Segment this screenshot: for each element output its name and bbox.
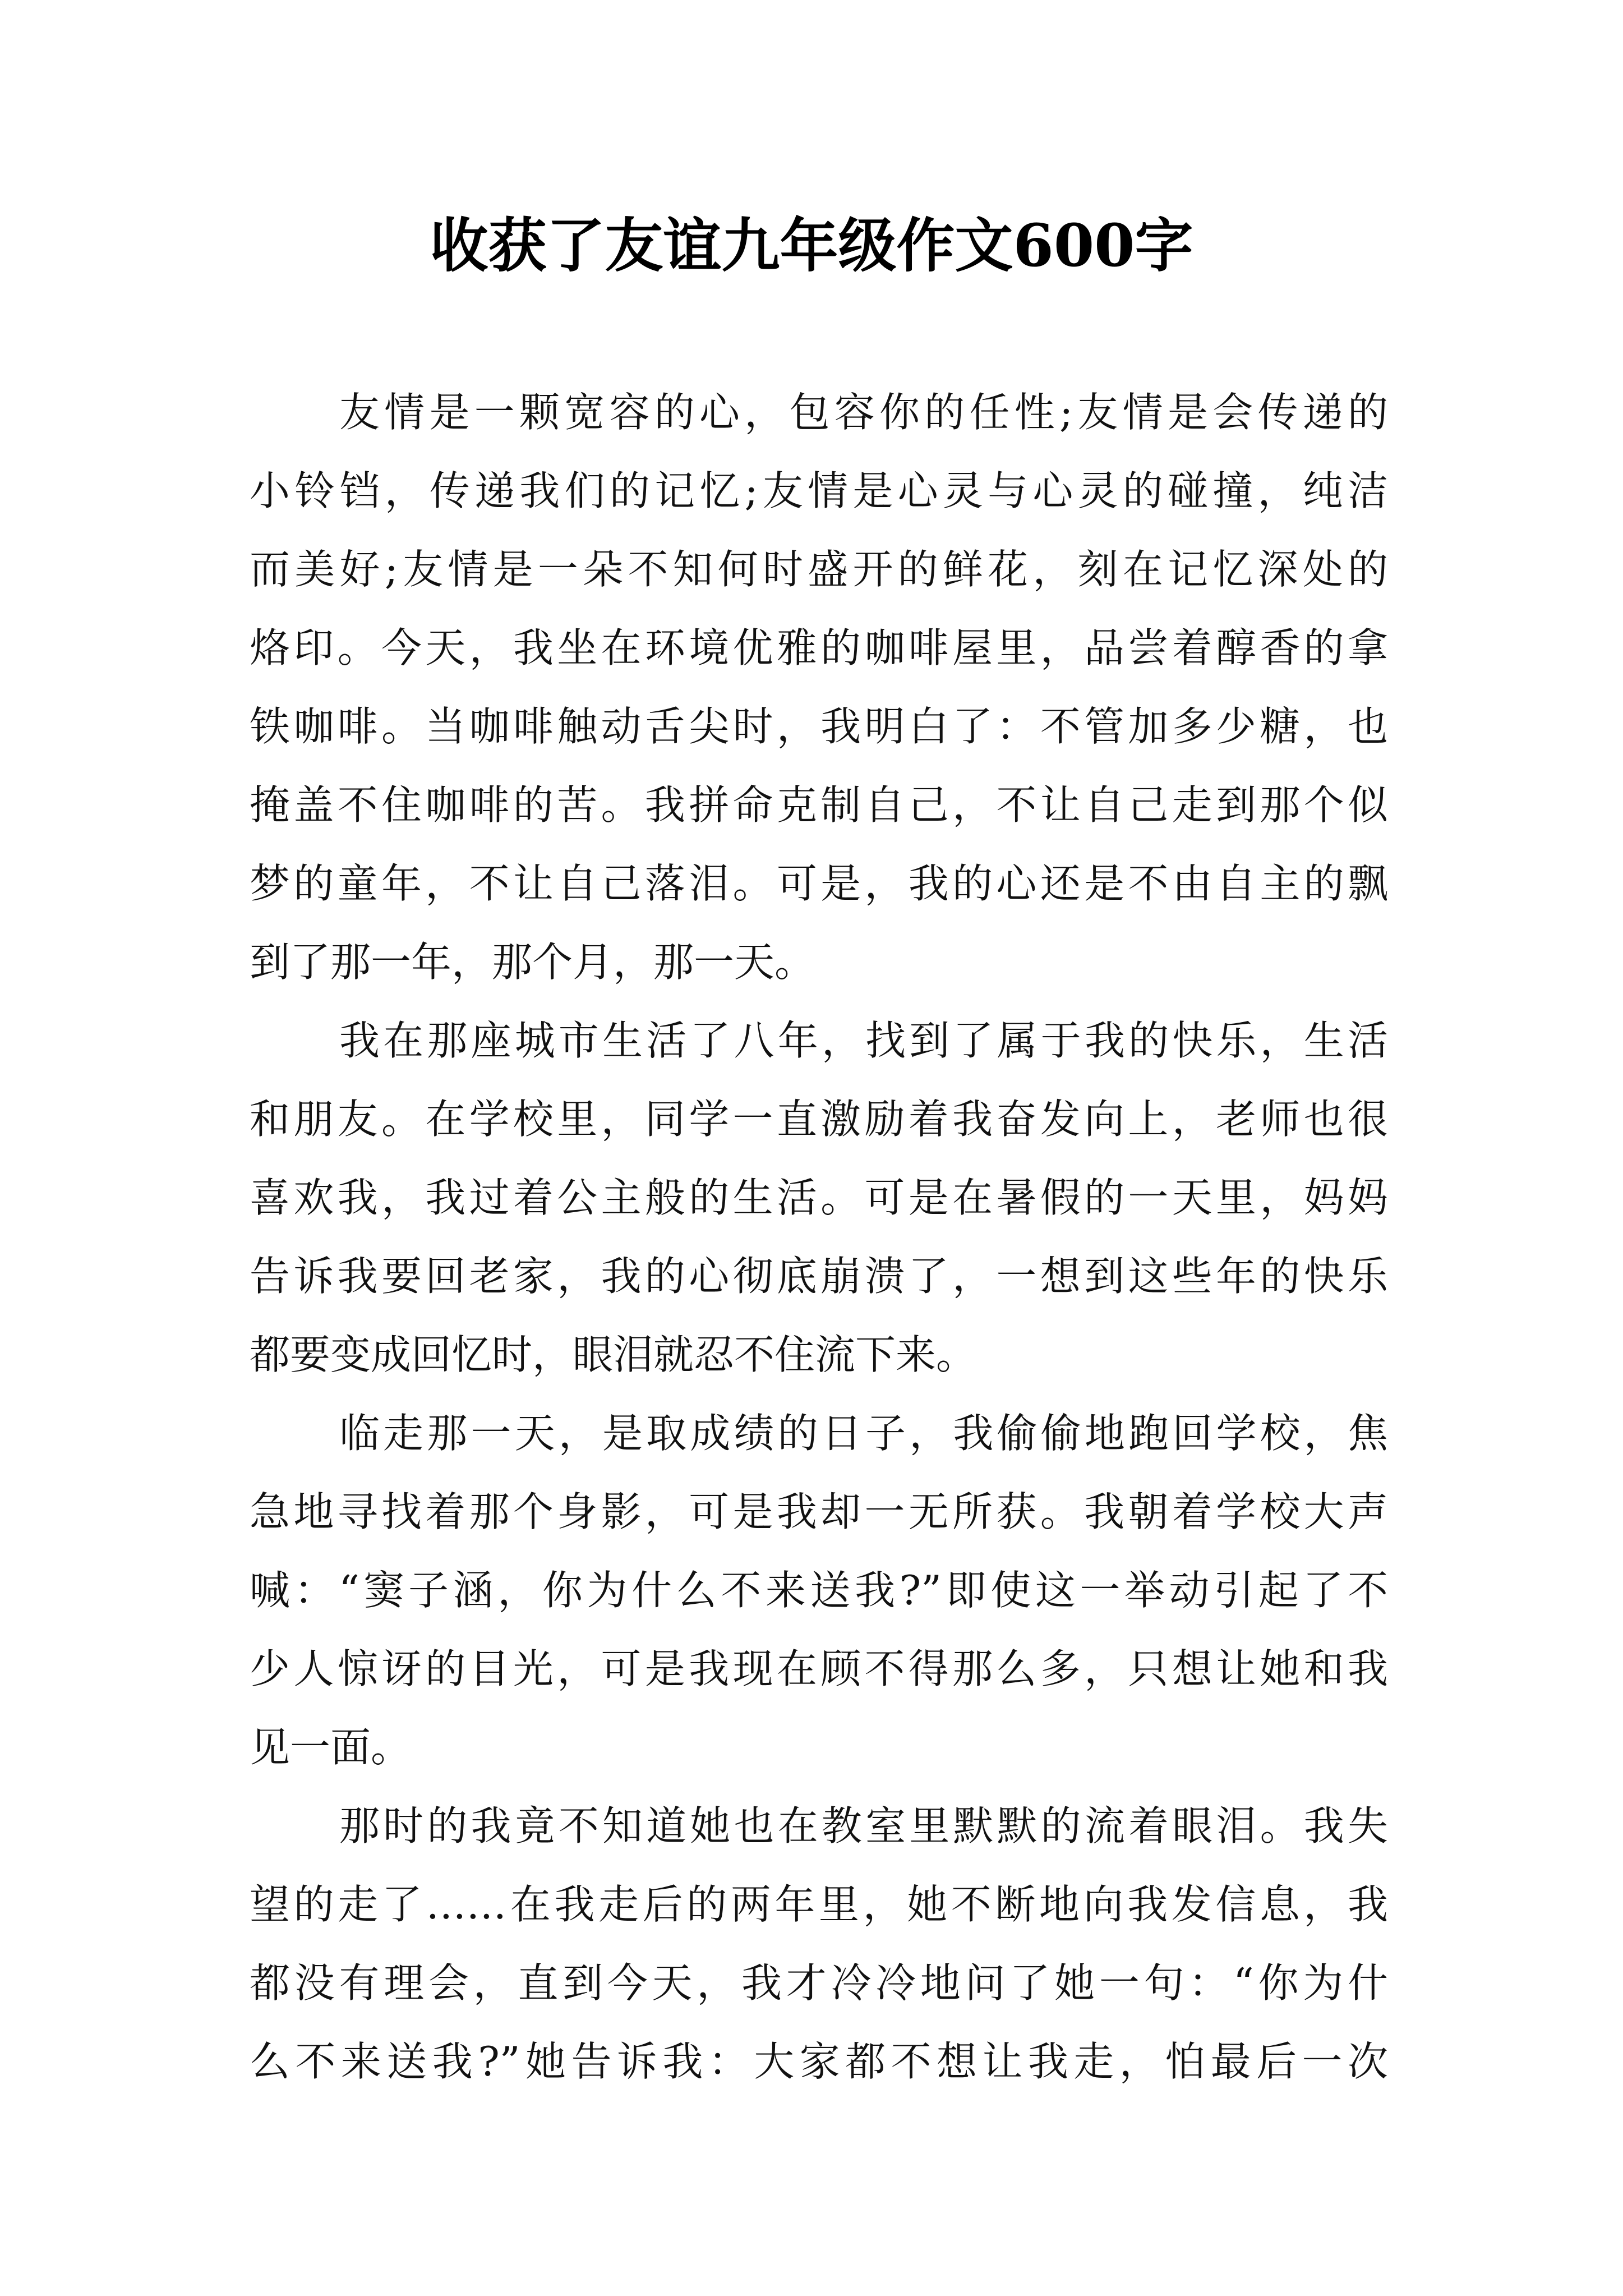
- text-line: 到了那一年，那个月，那一天。: [250, 938, 815, 986]
- text-line: 临走那一天，是取成绩的日子，我偷偷地跑回学校，焦: [339, 1410, 1388, 1457]
- text-line: 小铃铛，传递我们的记忆;友情是心灵与心灵的碰撞，纯洁: [250, 467, 1388, 514]
- text-line: 那时的我竟不知道她也在教室里默默的流着眼泪。我失: [339, 1802, 1388, 1849]
- text-line: 梦的童年，不让自己落泪。可是，我的心还是不由自主的飘: [250, 860, 1388, 907]
- text-line: 喊：“窦子涵，你为什么不来送我?”即使这一举动引起了不: [250, 1567, 1388, 1614]
- text-line: 望的走了……在我走后的两年里，她不断地向我发信息，我: [250, 1881, 1388, 1928]
- text-line: 急地寻找着那个身影，可是我却一无所获。我朝着学校大声: [250, 1488, 1388, 1535]
- text-line: 都没有理会，直到今天，我才冷冷地问了她一句：“你为什: [250, 1959, 1388, 2007]
- text-line: 见一面。: [250, 1724, 412, 1771]
- text-line: 都要变成回忆时，眼泪就忍不住流下来。: [250, 1331, 977, 1378]
- text-line: 么不来送我?”她告诉我：大家都不想让我走，怕最后一次: [250, 2038, 1388, 2085]
- text-line: 烙印。今天，我坐在环境优雅的咖啡屋里，品尝着醇香的拿: [250, 624, 1388, 671]
- text-line: 喜欢我，我过着公主般的生活。可是在暑假的一天里，妈妈: [250, 1174, 1388, 1221]
- text-line: 告诉我要回老家，我的心彻底崩溃了，一想到这些年的快乐: [250, 1253, 1388, 1300]
- text-line: 友情是一颗宽容的心，包容你的任性;友情是会传递的: [339, 389, 1388, 436]
- document-title: 收获了友谊九年级作文600字: [430, 211, 1193, 280]
- text-line: 掩盖不住咖啡的苦。我拼命克制自己，不让自己走到那个似: [250, 781, 1388, 829]
- text-line: 铁咖啡。当咖啡触动舌尖时，我明白了：不管加多少糖，也: [250, 703, 1388, 750]
- text-line: 我在那座城市生活了八年，找到了属于我的快乐，生活: [339, 1017, 1388, 1064]
- text-line: 而美好;友情是一朵不知何时盛开的鲜花，刻在记忆深处的: [250, 546, 1388, 593]
- text-line: 少人惊讶的目光，可是我现在顾不得那么多，只想让她和我: [250, 1645, 1388, 1692]
- text-line: 和朋友。在学校里，同学一直激励着我奋发向上，老师也很: [250, 1096, 1388, 1143]
